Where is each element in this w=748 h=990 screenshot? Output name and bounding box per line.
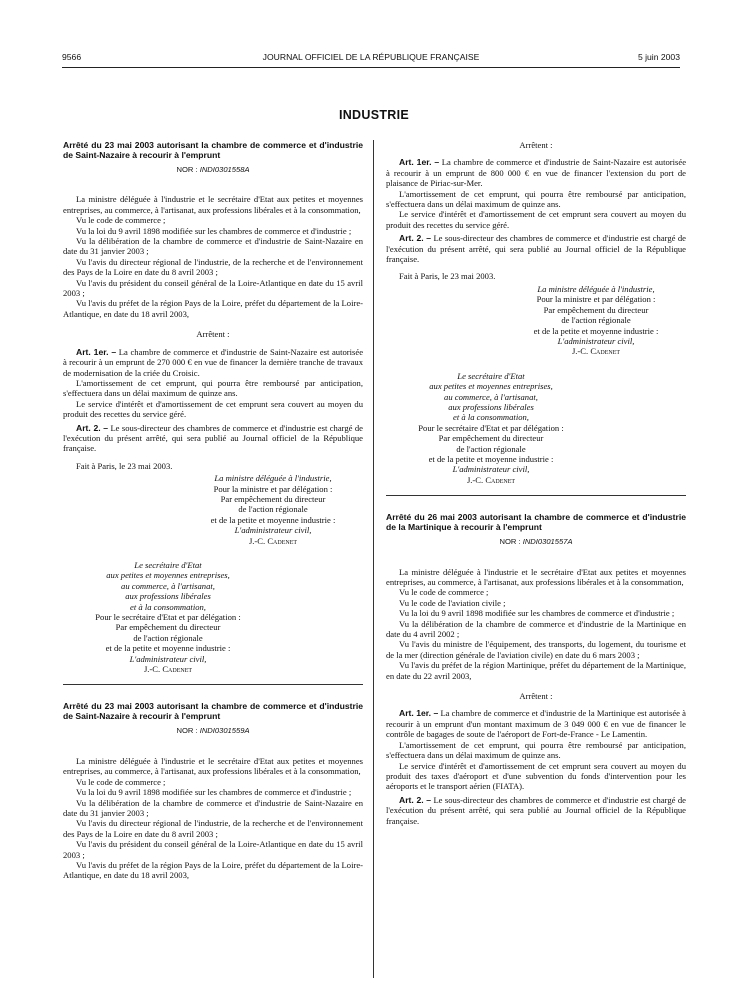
signature-minister: La ministre déléguée à l'industrie, Pour la ministre et par délégation : Par empêchement du directeur de l'action régionale et de la petite et moyenne industrie : L'administrateur civil, J.-C. Cadenet [533, 283, 659, 357]
nor-reference: NOR : INDI0301558A [176, 165, 250, 174]
left-column [63, 140, 363, 881]
signing-place-date: Fait à Paris, le 23 mai 2003. [399, 271, 496, 282]
visa: Vu le code de commerce ; [399, 587, 489, 598]
preamble: La ministre déléguée à l'industrie et le secrétaire d'Etat aux petites et moyennes entreprises, au commerce, à l'artisanat, aux professions libérales et à la consommation, [63, 194, 363, 215]
nor-reference: NOR : INDI0301557A [499, 537, 573, 547]
section-title: INDUSTRIE [338, 108, 410, 122]
article-1: Art. 1er. – La chambre de commerce et d'industrie de Saint-Nazaire est autorisée à recourir à un emprunt de 270 000 € en vue de financer la dernière tranche de travaux de modernisation de la criée du Croisic. [63, 346, 364, 378]
preamble: La ministre déléguée à l'industrie et le secrétaire d'Etat aux petites et moyennes entreprises, au commerce, à l'artisanat, aux professions libérales et à la consommation, [63, 755, 363, 777]
decree-separator [386, 495, 686, 496]
signature-minister: La ministre déléguée à l'industrie, Pour la ministre et par délégation : Par empêchement du directeur de l'action régionale et de la petite et moyenne industrie : L'administrateur civil, J.-C. Cadenet [210, 473, 336, 546]
right-column [386, 140, 686, 826]
arretent: Arrêtent : [519, 691, 553, 702]
visa: Vu la délibération de la chambre de commerce et d'industrie de Saint-Nazaire en date du 31 janvier 2003 ; [63, 797, 363, 818]
arretent: Arrêtent : [519, 140, 553, 150]
article-2: Art. 2. – Le sous-directeur des chambres de commerce et d'industrie est chargé de l'exécution du présent arrêté, qui sera publié au Journal officiel de la République française. [386, 794, 686, 826]
visa: Vu la loi du 9 avril 1898 modifiée sur les chambres de commerce et d'industrie ; [399, 608, 675, 619]
visa: Vu l'avis du préfet de la région Martinique, préfet du département de la Martinique, en date du 22 avril 2003, [386, 660, 686, 681]
visa: Vu l'avis du président du conseil général de la Loire-Atlantique en date du 15 avril 2003 ; [63, 839, 363, 860]
visa: Vu l'avis du préfet de la région Pays de la Loire, préfet du département de la Loire-Atlantique, en date du 18 avril 2003, [63, 298, 363, 319]
service-paragraph: Le service d'intérêt et d'amortissement de cet emprunt sera couvert au moyen du produit des taxes d'aéroport et d'une subvention du fonds d'intervention pour les aéroports et le transport aérien (FIATA). [386, 760, 686, 792]
visa: Vu l'avis du ministre de l'équipement, des transports, du logement, du tourisme et de la mer (direction générale de l'aviation civile) en date du 6 mars 2003 ; [386, 639, 686, 660]
signature-secretary: Le secrétaire d'Etat aux petites et moyennes entreprises, au commerce, à l'artisanat, aux professions libérales et à la consommation, Pour le secrétaire d'Etat et par délégation : Par empêchement du directeur de l'action régionale et de la petite et moyenne industrie : L'administrateur civil, J.-C. Cadenet [418, 370, 564, 485]
page-header [62, 52, 680, 66]
preamble: La ministre déléguée à l'industrie et le secrétaire d'Etat aux petites et moyennes entreprises, au commerce, à l'artisanat, aux professions libérales et à la consommation, [386, 566, 686, 587]
visa: Vu le code de commerce ; [76, 215, 166, 226]
visa: Vu la délibération de la chambre de commerce et d'industrie de la Martinique en date du 4 avril 2002 ; [386, 618, 686, 640]
article-1: Art. 1er. – La chambre de commerce et d'industrie de Saint-Nazaire est autorisée à recourir à un emprunt de 800 000 € en vue de financer l'extension du port de plaisance de Piriac-sur-Mer. [386, 157, 687, 189]
visa: Vu la loi du 9 avril 1898 modifiée sur les chambres de commerce et d'industrie ; [76, 225, 352, 236]
amortization-paragraph: L'amortissement de cet emprunt, qui pourra être remboursé par anticipation, s'effectuera dans un délai maximum de quinze ans. [63, 377, 363, 399]
decree-title: Arrêté du 26 mai 2003 autorisant la chambre de commerce et d'industrie de la Martinique à recourir à l'emprunt [386, 512, 686, 533]
decree-title: Arrêté du 23 mai 2003 autorisant la chambre de commerce et d'industrie de Saint-Nazaire à recourir à l'emprunt [63, 701, 363, 722]
column-divider [373, 140, 374, 978]
issue-date: 5 juin 2003 [637, 52, 680, 62]
decree-separator [63, 684, 363, 685]
service-paragraph: Le service d'intérêt et d'amortissement de cet emprunt sera couvert au moyen du produit des recettes du service géré. [63, 398, 363, 420]
article-1: Art. 1er. – La chambre de commerce et d'industrie de la Martinique est autorisée à recourir à un emprunt d'un montant maximum de 3 049 000 € en vue de financer le contrôle de bagages de soute de l'aéroport de Fort-de-France - Le Lamentin. [386, 708, 686, 740]
journal-title: JOURNAL OFFICIEL DE LA RÉPUBLIQUE FRANÇAISE [262, 52, 480, 62]
visa: Vu l'avis du directeur régional de l'industrie, de la recherche et de l'environnement des Pays de la Loire en date du 8 avril 2003 ; [63, 818, 363, 839]
service-paragraph: Le service d'intérêt et d'amortissement de cet emprunt sera couvert au moyen du produit des recettes du service géré. [386, 209, 686, 230]
signature-secretary: Le secrétaire d'Etat aux petites et moyennes entreprises, au commerce, à l'artisanat, aux professions libérales et à la consommation, Pour le secrétaire d'Etat et par délégation : Par empêchement du directeur de l'action régionale et de la petite et moyenne industrie : L'administrateur civil, J.-C. Cadenet [95, 560, 241, 675]
visa: Vu l'avis du président du conseil général de la Loire-Atlantique en date du 15 avril 2003 ; [63, 277, 363, 299]
visa: Vu la loi du 9 avril 1898 modifiée sur les chambres de commerce et d'industrie ; [76, 787, 352, 798]
decree-title: Arrêté du 23 mai 2003 autorisant la chambre de commerce et d'industrie de Saint-Nazaire à recourir à l'emprunt [63, 140, 363, 160]
visa: Vu la délibération de la chambre de commerce et d'industrie de Saint-Nazaire en date du 31 janvier 2003 ; [63, 236, 363, 257]
article-2: Art. 2. – Le sous-directeur des chambres de commerce et d'industrie est chargé de l'exécution du présent arrêté, qui sera publié au Journal officiel de la République française. [63, 422, 363, 454]
visa: Vu l'avis du préfet de la région Pays de la Loire, préfet du département de la Loire-Atlantique, en date du 18 avril 2003, [63, 859, 363, 881]
signing-place-date: Fait à Paris, le 23 mai 2003. [76, 460, 173, 471]
visa: Vu l'avis du directeur régional de l'industrie, de la recherche et de l'environnement des Pays de la Loire en date du 8 avril 2003 ; [63, 256, 363, 278]
header-rule [62, 67, 680, 68]
nor-reference: NOR : INDI0301559A [176, 726, 250, 736]
visa: Vu le code de l'aviation civile ; [399, 597, 506, 608]
page-number: 9566 [62, 52, 82, 62]
amortization-paragraph: L'amortissement de cet emprunt, qui pourra être remboursé par anticipation, s'effectuera dans un délai maximum de quinze ans. [386, 188, 686, 210]
arretent: Arrêtent : [196, 329, 230, 340]
article-2: Art. 2. – Le sous-directeur des chambres de commerce et d'industrie est chargé de l'exécution du présent arrêté, qui sera publié au Journal officiel de la République française. [386, 233, 686, 265]
visa: Vu le code de commerce ; [76, 776, 166, 787]
amortization-paragraph: L'amortissement de cet emprunt, qui pourra être remboursé par anticipation, s'effectuera dans un délai maximum de quinze ans. [386, 739, 686, 761]
